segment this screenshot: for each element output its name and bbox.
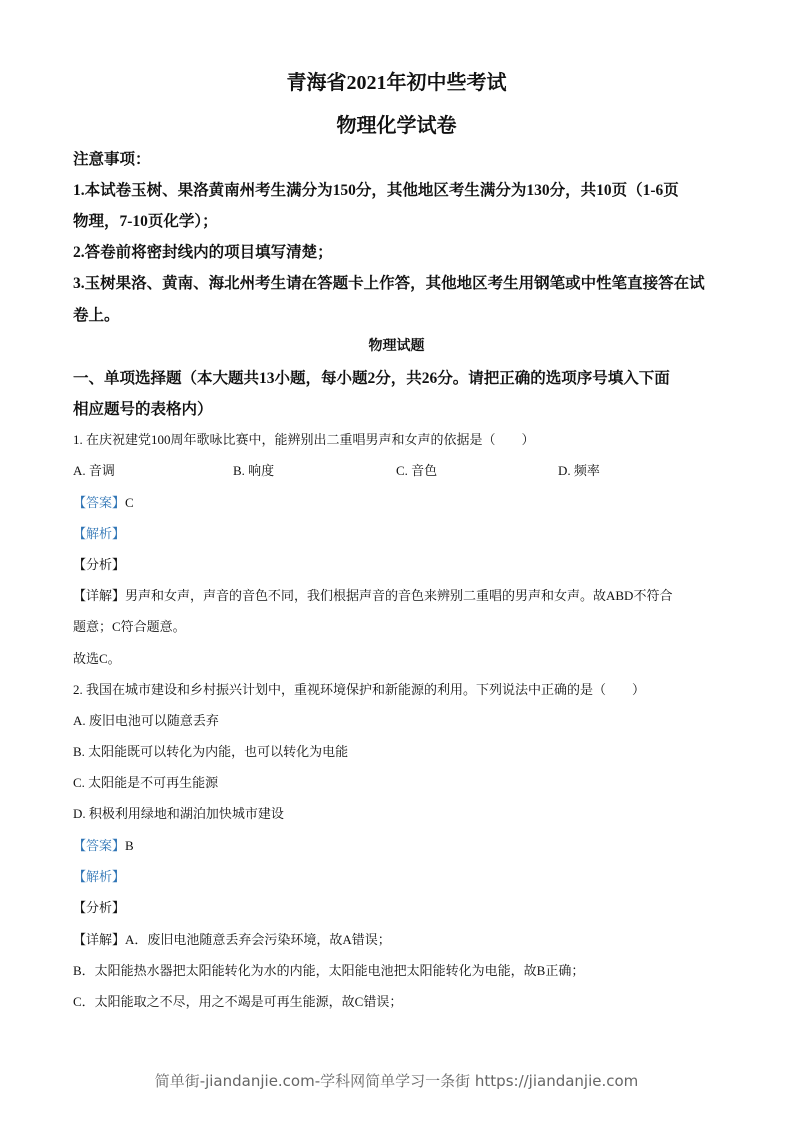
q1-detail: 【详解】男声和女声，声音的音色不同，我们根据声音的音色来辨别二重唱的男声和女声。故ABD不符合 xyxy=(73,588,673,603)
notice-line: 2.答卷前将密封线内的项目填写清楚； xyxy=(73,244,333,261)
q2-analysis-label: 【解析】 xyxy=(73,869,126,884)
notice-heading: 注意事项： xyxy=(73,151,151,168)
question-2-stem: 2. 我国在城市建设和乡村振兴计划中，重视环境保护和新能源的利用。下列说法中正确的是（ ） xyxy=(73,682,646,697)
q2-fenxi-label: 【分析】 xyxy=(73,900,126,915)
q2-detail: 【详解】A．废旧电池随意丢弃会污染环境，故A错误； xyxy=(73,932,391,947)
q2-option-b: B. 太阳能既可以转化为内能，也可以转化为电能 xyxy=(73,744,349,759)
q2-detail: C．太阳能取之不尽，用之不竭是可再生能源，故C错误； xyxy=(73,994,403,1009)
notice-line: 3.玉树果洛、黄南、海北州考生请在答题卡上作答，其他地区考生用钢笔或中性笔直接答在试 xyxy=(73,275,705,292)
q1-detail: 题意；C符合题意。 xyxy=(73,619,186,634)
part-heading: 相应题号的表格内） xyxy=(73,401,213,418)
q1-analysis-label: 【解析】 xyxy=(73,526,126,541)
q2-option-c: C. 太阳能是不可再生能源 xyxy=(73,775,219,790)
document-title: 青海省2021年初中些考试 xyxy=(286,72,507,94)
answer-value: B xyxy=(125,838,134,853)
q2-answer xyxy=(73,836,134,856)
document-subtitle: 物理化学试卷 xyxy=(336,115,457,137)
q1-detail: 故选C。 xyxy=(73,651,121,666)
q1-option-d: D. 频率 xyxy=(558,463,600,478)
notice-line: 1.本试卷玉树、果洛黄南州考生满分为150分，其他地区考生满分为130分，共10页（1-6页 xyxy=(73,182,679,199)
q1-option-c: C. 音色 xyxy=(396,463,438,478)
q1-option-b: B. 响度 xyxy=(233,463,275,478)
footer-watermark: 简单街-jiandanjie.com-学科网简单学习一条街 https://jiandanjie.com xyxy=(154,1072,639,1090)
notice-line: 卷上。 xyxy=(73,307,120,324)
notice-line: 物理，7-10页化学）； xyxy=(73,213,218,230)
q2-option-a: A. 废旧电池可以随意丢弃 xyxy=(73,713,219,728)
answer-label: 【答案】 xyxy=(73,495,126,510)
question-1-stem: 1. 在庆祝建党100周年歌咏比赛中，能辨别出二重唱男声和女声的依据是（ ） xyxy=(73,432,535,447)
q2-option-d: D. 积极利用绿地和湖泊加快城市建设 xyxy=(73,806,284,821)
answer-value: C xyxy=(125,495,134,510)
q1-fenxi-label: 【分析】 xyxy=(73,557,126,572)
section-title: 物理试题 xyxy=(368,339,425,354)
answer-label: 【答案】 xyxy=(73,838,126,853)
q1-answer xyxy=(73,493,134,513)
q2-detail: B．太阳能热水器把太阳能转化为水的内能，太阳能电池把太阳能转化为电能，故B正确； xyxy=(73,963,585,978)
q1-option-a: A. 音调 xyxy=(73,463,115,478)
part-heading: 一、单项选择题（本大题共13小题，每小题2分，共26分。请把正确的选项序号填入下面 xyxy=(73,370,670,387)
